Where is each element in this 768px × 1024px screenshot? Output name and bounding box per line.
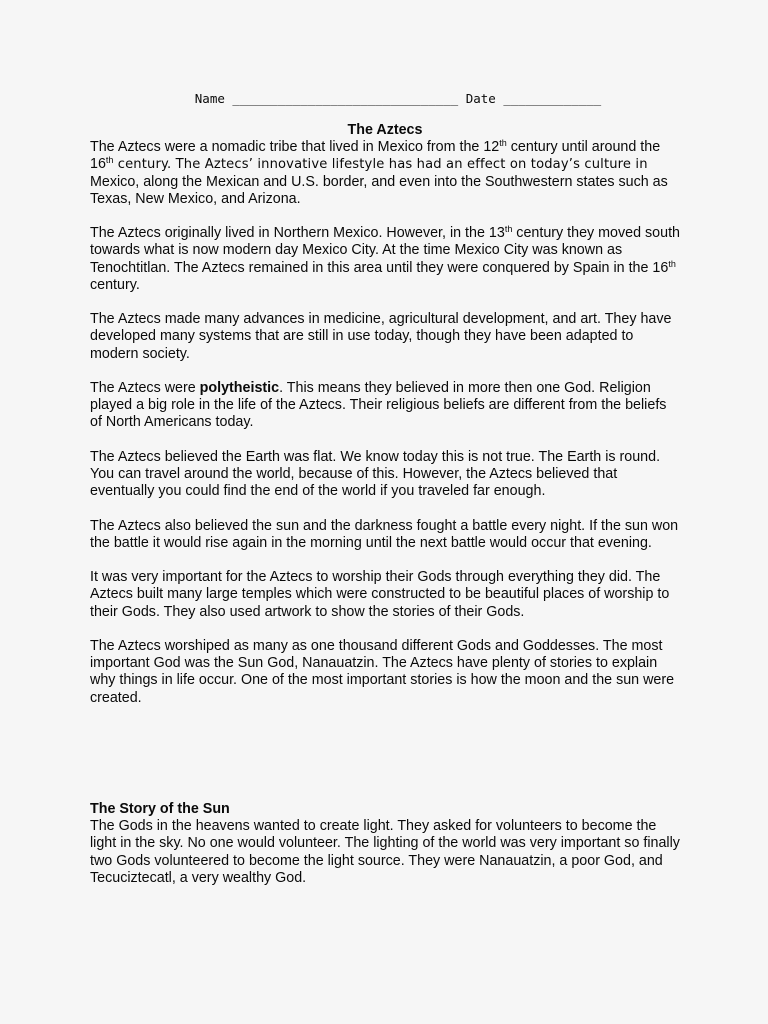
paragraph-gods: The Aztecs worshiped as many as one thousand different Gods and Goddesses. The most important God was the Sun God, Nanauatzin. The Aztecs have plenty of stories to explain why things in life occur. One of the most important stories is how the moon and the sun were created. (90, 637, 675, 706)
paragraph-advances: The Aztecs made many advances in medicine, agricultural development, and art. They have developed many systems that are still in use today, though they have been adapted to modern society. (90, 311, 672, 362)
paragraph-worship: It was very important for the Aztecs to worship their Gods through everything they did. The Aztecs built many large temples which were constructed to be beautiful places of worship to their Gods. They also used artwork to show the stories of their Gods. (90, 569, 670, 620)
intro-text-c: century. The Aztecs’ innovative lifestyle has had an effect on today’s culture in (113, 157, 648, 173)
intro-text-a: The Aztecs were a nomadic tribe that lived in Mexico from the 12 (90, 139, 500, 156)
document-title: The Aztecs (347, 122, 423, 138)
date-blank: _____________ (503, 91, 602, 106)
worksheet-page (90, 90, 680, 904)
paragraph-flat-earth: The Aztecs believed the Earth was flat. We know today this is not true. The Earth is round. You can travel around the world, because of this. However, the Aztecs believed that eventually you could find the end of the world if you traveled far enough. (90, 448, 661, 500)
religion-text-b: . This means they believed in more then one God. Religion played a big role in the life of the Aztecs. Their religious beliefs are different from the beliefs of North Americans today. (90, 380, 667, 431)
name-date-line (90, 90, 680, 107)
intro-text-b: century until around the 16 (90, 139, 661, 173)
origins-text-b: century they moved south towards what is now modern day Mexico City. At the time Mexico City was known as Tenochtitlan. The Aztecs remained in this area until they were conquered by Spain in the 16 (90, 225, 681, 276)
date-label: Date (465, 91, 496, 106)
paragraph-story: The Gods in the heavens wanted to create light. They asked for volunteers to become the light in the sky. No one would volunteer. The lighting of the world was very important so finally two Gods volunteered to become the light source. They were Nanauatzin, a poor God, and Tecuciztecatl, a very wealthy God. (90, 818, 680, 886)
polytheistic-term: polytheistic (199, 380, 280, 396)
story-title: The Story of the Sun (90, 800, 230, 817)
paragraph-religion (90, 380, 680, 432)
ordinal-suffix: th (105, 155, 114, 166)
religion-text-a: The Aztecs were (90, 380, 200, 396)
name-label: Name (194, 91, 225, 106)
section-spacer (90, 724, 680, 801)
paragraph-intro (90, 139, 680, 208)
intro-text-d: Mexico, along the Mexican and U.S. border, and even into the Southwestern states such as Texas, New Mexico, and Arizona. (90, 173, 668, 207)
ordinal-suffix: th (504, 224, 513, 235)
name-blank: ______________________________ (232, 91, 459, 106)
paragraph-sun-battle: The Aztecs also believed the sun and the darkness fought a battle every night. If the sun won the battle it would rise again in the morning until the next battle would occur that evening. (90, 517, 679, 551)
ordinal-suffix: th (668, 258, 676, 269)
paragraph-origins (90, 225, 680, 294)
origins-text-a: The Aztecs originally lived in Northern Mexico. However, in the 13 (90, 225, 505, 242)
origins-text-c: century. (90, 276, 140, 293)
ordinal-suffix: th (499, 138, 507, 149)
